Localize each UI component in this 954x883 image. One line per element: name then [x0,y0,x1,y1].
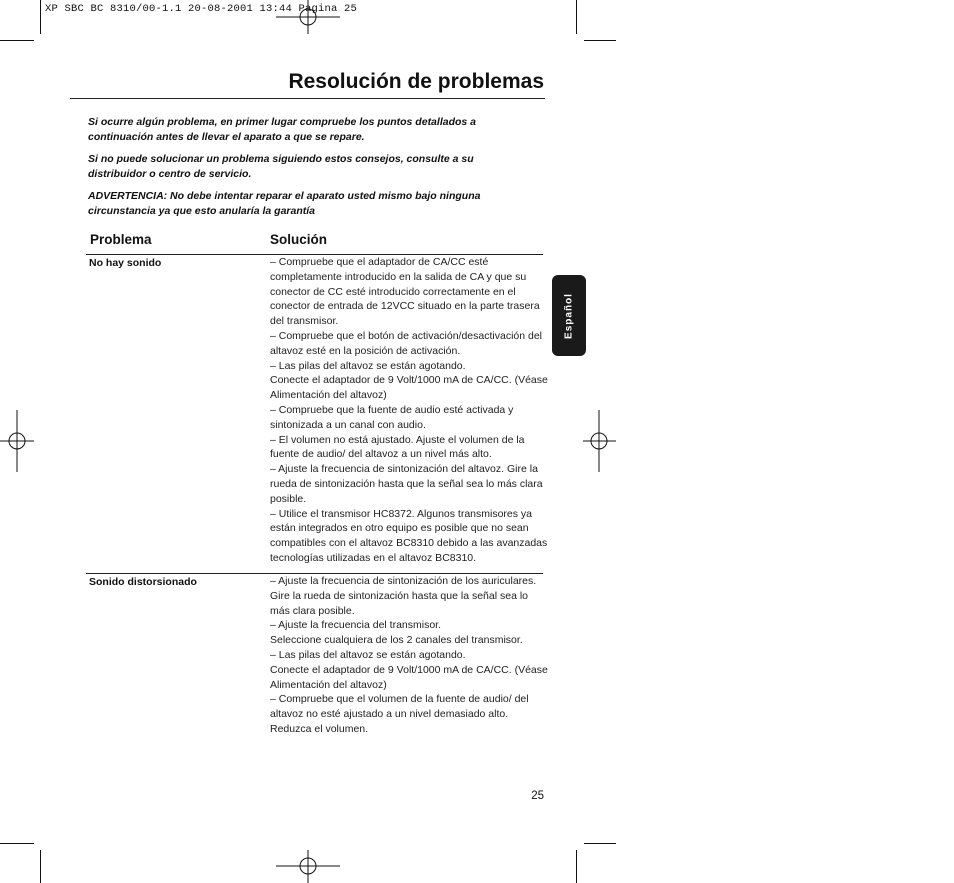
problem-label: Sonido distorsionado [89,576,197,588]
intro-paragraph: Si no puede solucionar un problema siguiendo estos consejos, consulte a su distribuidor o centro de servicio. [88,153,474,180]
print-header: XP SBC BC 8310/00-1.1 20-08-2001 13:44 Pagina 25 [45,3,358,15]
column-header-problem: Problema [90,232,152,247]
intro-paragraph: Si ocurre algún problema, en primer lugar compruebe los puntos detallados a continuación antes de llevar el aparato a que se repare. [88,116,476,143]
problem-label: No hay sonido [89,257,162,269]
solution-text: – Compruebe que el adaptador de CA/CC esté completamente introducido en la salida de CA y que su conector de CC esté introducido correctamente en el conector de entrada de 12VCC situado en la parte trasera del transmisor. – Compruebe que el botón de activación/desactivación del altavoz esté en la posición de activación. – Las pilas del altavoz se están agotando. Conecte el adaptador de 9 Volt/1000 mA de CA/CC. (Véase Alimentación del altavoz) – Compruebe que la fuente de audio esté activada y sintonizada a un canal con audio. – El volumen no está ajustado. Ajuste el volumen de la fuente de audio/ del altavoz a un nivel más alto. – Ajuste la frecuencia de sintonización del altavoz. Gire la rueda de sintonización hasta que la señal sea lo más clara posible. – Utilice el transmisor HC8372. Algunos transmisores ya están integrados en otro equipo es posible que no sean compatibles con el altavoz BC8310 debido a las avanzadas tecnologías utilizadas en el altavoz BC8310. [270,256,548,564]
solution-text: – Ajuste la frecuencia de sintonización de los auriculares. Gire la rueda de sintonización hasta que la señal sea lo más clara posible. – Ajuste la frecuencia del transmisor. Seleccione cualquiera de los 2 canales del transmisor. – Las pilas del altavoz se están agotando. Conecte el adaptador de 9 Volt/1000 mA de CA/CC. (Véase Alimentación del altavoz) – Compruebe que el volumen de la fuente de audio/ del altavoz no esté ajustado a un nivel demasiado alto. Reduzca el volumen. [270,575,548,735]
title-divider [70,98,545,99]
page-number: 25 [531,790,544,802]
language-tab [552,275,586,356]
page-title: Resolución de problemas [288,70,544,93]
warning-paragraph: ADVERTENCIA: No debe intentar reparar el aparato usted mismo bajo ninguna circunstancia ya que esto anularía la garantía [88,190,481,217]
language-tab-label: Español [563,292,575,339]
column-header-solution: Solución [270,232,327,247]
